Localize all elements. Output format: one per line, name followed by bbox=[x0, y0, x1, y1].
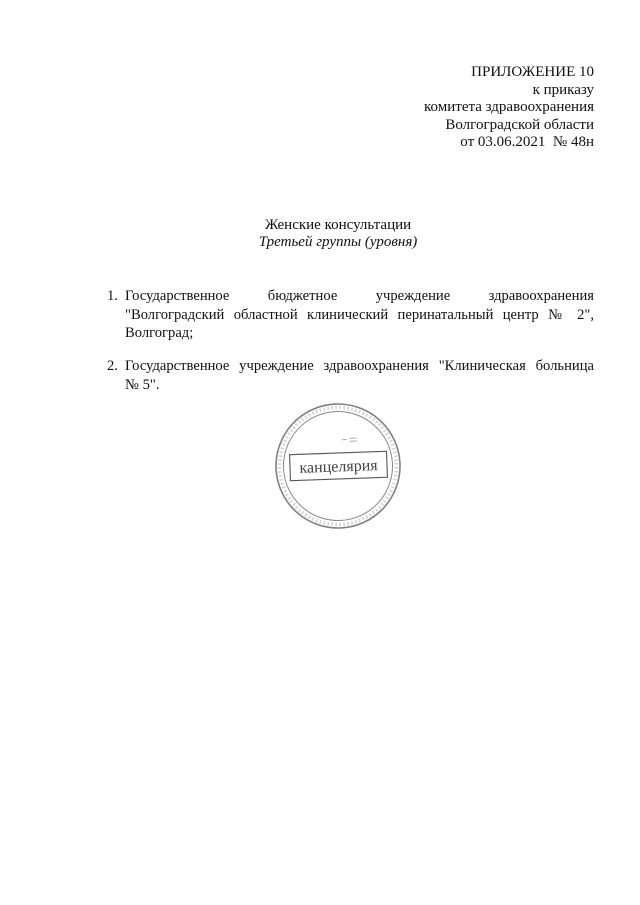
list-item-line: Государственное учреждение здравоохранения "Клиническая больница bbox=[125, 358, 594, 374]
stamp-label-box bbox=[290, 451, 388, 480]
section-subtitle: Третьей группы (уровня) bbox=[258, 234, 418, 250]
list-item-number: 2. bbox=[107, 358, 118, 374]
list-item-line: Государственное бюджетное учреждение здравоохранения bbox=[125, 288, 594, 304]
list-item-line: "Волгоградский областной клинический перинатальный центр № 2", bbox=[125, 306, 594, 323]
list-item-line: Волгоград; bbox=[125, 325, 194, 342]
stamp-marks bbox=[342, 438, 357, 442]
region-name: Волгоградской области bbox=[445, 116, 594, 133]
list-item-number: 1. bbox=[107, 288, 118, 304]
list-item-text bbox=[125, 287, 594, 343]
committee-name: комитета здравоохранения bbox=[424, 99, 594, 115]
list-item-text bbox=[125, 357, 594, 394]
appendix-header bbox=[334, 64, 594, 152]
stamp-text: канцелярия bbox=[299, 457, 378, 477]
office-stamp bbox=[268, 396, 409, 537]
order-date-number: от 03.06.2021 № 48н bbox=[460, 134, 594, 150]
appendix-title: ПРИЛОЖЕНИЕ 10 bbox=[471, 64, 594, 80]
order-reference: к приказу bbox=[532, 81, 594, 98]
list-item-line: № 5". bbox=[125, 376, 160, 393]
section-title: Женские консультации bbox=[264, 217, 412, 233]
section-heading bbox=[178, 217, 498, 251]
